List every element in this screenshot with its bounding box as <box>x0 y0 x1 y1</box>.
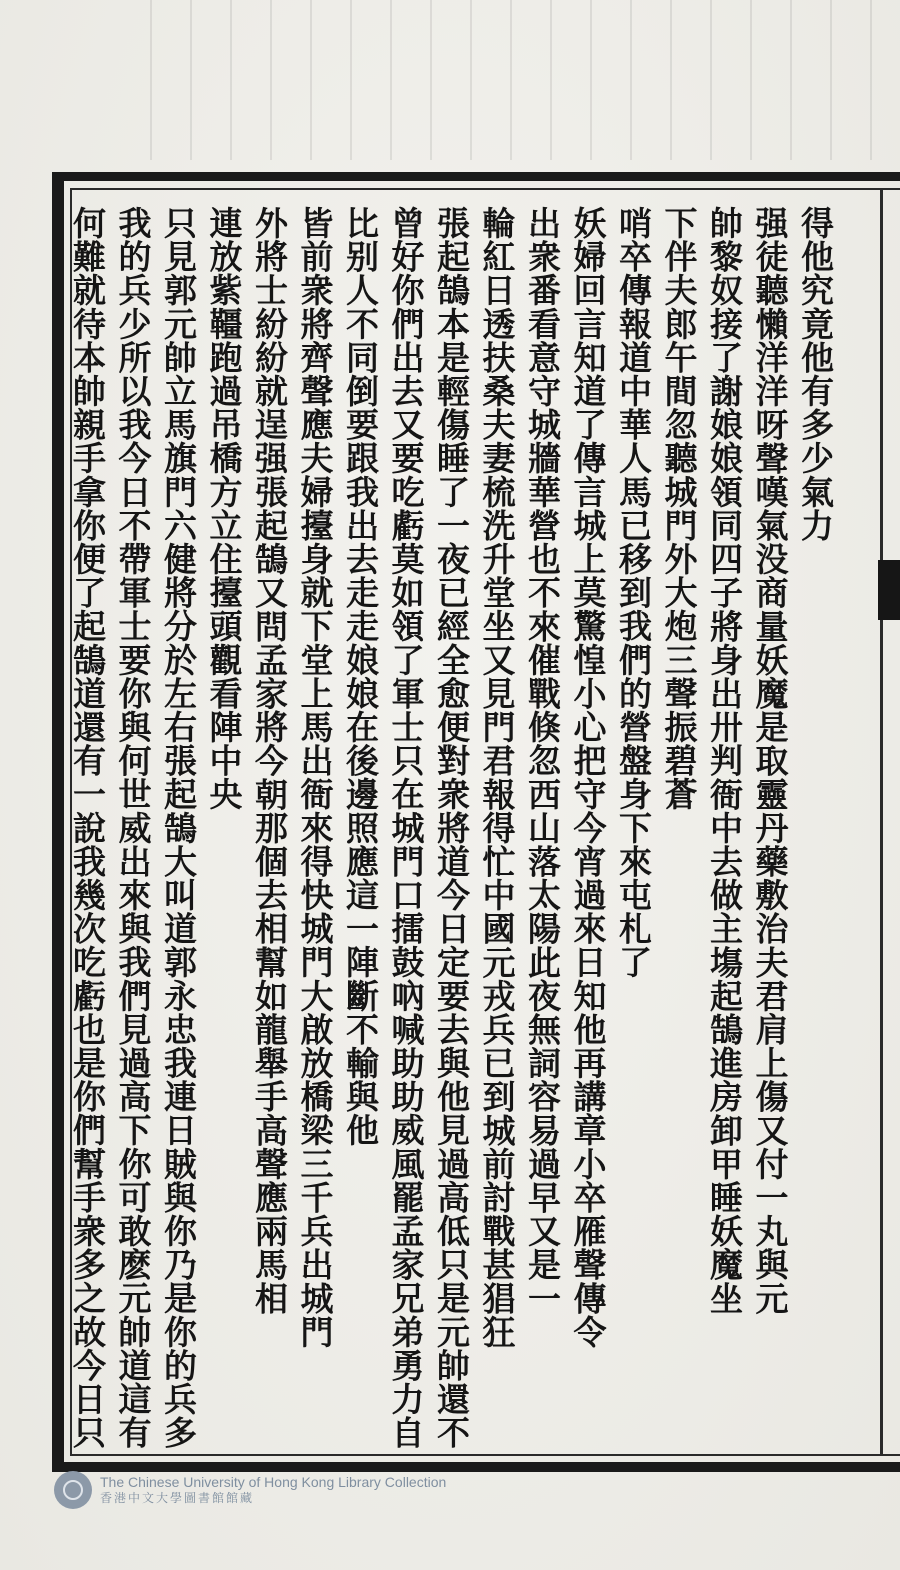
text-phrase: 曾好你們出去又要吃虧莫如領了軍士只在城門口擂鼓吶喊助助威風罷孟家兄弟勇力自 <box>386 206 426 1450</box>
text-column <box>611 206 657 1446</box>
text-phrase: 兩馬相 <box>250 1214 289 1315</box>
text-phrase: 張起鵠又問孟家將 <box>250 474 289 744</box>
watermark-english: The Chinese University of Hong Kong Library Collection <box>100 1474 447 1490</box>
cuhk-library-logo-icon <box>54 1471 92 1509</box>
text-phrase: 呀聲嘆氣没商量 <box>750 407 790 643</box>
text-column <box>110 206 156 1450</box>
text-phrase: 只見郭元帥立馬旗門六健將分於左右張起鵠大叫道郭永忠我連日賊與你乃是你的兵多 <box>159 206 198 1450</box>
text-phrase: 得他究竟他有多少氣力 <box>796 206 835 542</box>
text-phrase: 比别人不同倒要跟我出去走走娘娘在後邊照應這一陣斷不輸與他 <box>341 206 380 1147</box>
text-column <box>156 206 202 1450</box>
text-phrase: 敷治夫君肩上傷 <box>750 878 790 1114</box>
text-phrase: 早又是一 <box>523 1180 562 1315</box>
text-column <box>201 206 247 1446</box>
text-phrase: 中國元戎兵已到 <box>477 878 517 1114</box>
text-phrase: 大炮三聲振碧蒼 <box>659 575 699 811</box>
text-column <box>793 206 839 1446</box>
right-edge-line <box>880 190 883 1455</box>
text-phrase: 此夜無詞容易過 <box>523 945 562 1181</box>
text-phrase: 跑過吊橋方立住 <box>204 340 244 576</box>
text-phrase: 强徒聽 <box>750 206 790 307</box>
text-phrase: 倏忽西山落太陽 <box>523 710 562 946</box>
text-phrase: 城門大啟放橋梁 <box>295 911 335 1147</box>
text-phrase: 上馬出衙來得快 <box>295 676 335 912</box>
text-phrase: 今朝那個去相幫 <box>250 743 289 979</box>
text-phrase: 妖婦回言知道了 <box>568 206 608 442</box>
library-watermark <box>54 1470 446 1510</box>
text-phrase: 外 <box>250 206 289 240</box>
text-column <box>565 206 611 1446</box>
text-phrase: 華營也不來催戰 <box>523 474 562 711</box>
text-phrase: 城前討戰甚猖狂 <box>477 1113 517 1349</box>
text-phrase: 如龍舉手高聲應 <box>250 978 289 1215</box>
text-phrase: 何難就待本帥親手拿你便了起鵠道還有一說我幾次吃虧也是你們幫手衆多之故今日只 <box>68 206 107 1450</box>
text-column <box>520 206 566 1446</box>
text-phrase: 傳言城上莫驚惶 <box>568 441 608 677</box>
text-phrase: 來日知他再講章 <box>568 911 608 1147</box>
text-phrase: 黎奴接了謝娘娘 <box>705 239 744 475</box>
text-phrase: 小卒雁聲傳令 <box>568 1146 608 1349</box>
text-phrase: 擡頭觀看陣中央 <box>204 575 244 811</box>
text-phrase: 衆番看意守城牆 <box>523 239 562 475</box>
text-column <box>247 206 293 1446</box>
text-phrase: 帥 <box>705 206 744 240</box>
text-phrase: 卅判衙中去做主塲 <box>705 710 744 979</box>
vertical-text-body <box>68 206 838 1450</box>
watermark-text <box>100 1474 446 1506</box>
text-column <box>656 206 702 1446</box>
fold-edge-mark <box>878 560 900 620</box>
text-column <box>338 206 384 1446</box>
text-phrase: 又見門君報得忙 <box>477 642 517 879</box>
text-column <box>383 206 429 1450</box>
text-phrase: 夫婦擡身就下堂 <box>295 441 335 677</box>
text-phrase: 輪紅日透扶桑 <box>477 206 517 408</box>
page-bleed-through <box>150 0 900 160</box>
text-phrase: 出 <box>523 206 562 240</box>
text-phrase: 將士紛紛就逞强 <box>250 239 289 475</box>
text-phrase: 領同四子將身出 <box>705 474 744 711</box>
text-phrase: 皆前衆將齊聲應 <box>295 206 335 442</box>
text-phrase: 起鵠進房卸甲睡 <box>705 978 744 1215</box>
text-column <box>65 206 111 1450</box>
text-phrase: 又付一丸與元 <box>750 1113 790 1315</box>
text-phrase: 小心把守今宵過 <box>568 676 608 912</box>
text-phrase: 午間忽聽城門外 <box>659 340 699 576</box>
text-column <box>747 206 793 1446</box>
text-phrase: 連放紫韁 <box>204 206 244 341</box>
text-phrase: 張起鵠本是輕傷睡了一夜已經全愈便對衆將道今日定要去與他見過高低只是元帥還不 <box>432 206 471 1450</box>
text-phrase: 妖魔坐 <box>705 1214 744 1315</box>
text-column <box>429 206 475 1450</box>
watermark-chinese: 香港中文大學圖書館館藏 <box>100 1491 255 1505</box>
text-phrase: 哨卒傳報道中華人馬已移到我們的營盤身下來屯札了 <box>614 206 653 979</box>
text-phrase: 三千兵出城門 <box>295 1146 335 1349</box>
text-phrase: 夫妻梳洗升堂坐 <box>477 407 517 643</box>
text-phrase: 妖魔是取靈丹藥 <box>750 642 790 879</box>
text-column <box>292 206 338 1446</box>
text-column <box>474 206 520 1446</box>
text-phrase: 下伴夫郎 <box>659 206 699 341</box>
text-phrase: 懶洋洋 <box>750 306 790 408</box>
text-phrase: 我的兵少所以我今日不帶軍士要你與何世威出來與我們見過高下你可敢麽元帥道這有 <box>113 206 153 1450</box>
text-column <box>702 206 748 1446</box>
